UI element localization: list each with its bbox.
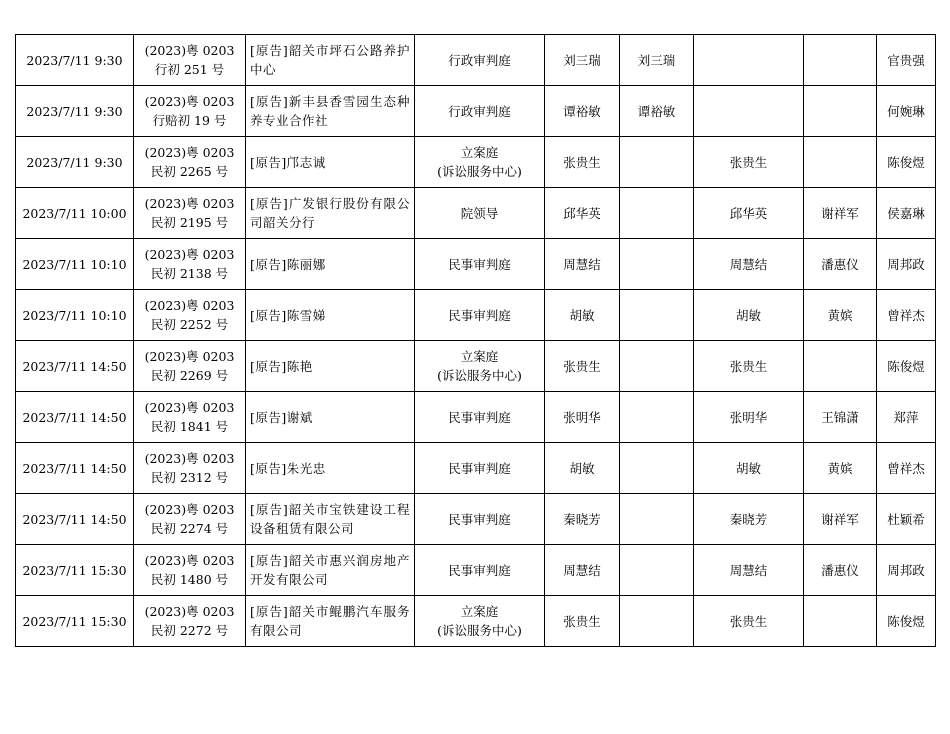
- cell-text: 民初 2269 号: [150, 368, 229, 383]
- clerk-cell: [877, 596, 936, 647]
- cell-text: 黄嫔: [827, 307, 853, 323]
- assistant-cell: [804, 545, 877, 596]
- cell-text: 周慧结: [563, 562, 601, 578]
- clerk-cell: [877, 86, 936, 137]
- panel-member-cell: [620, 290, 694, 341]
- cell-text: 行初 251 号: [154, 62, 225, 77]
- cell-text: 张贵生: [563, 358, 601, 374]
- hearing-time-cell: [16, 545, 134, 596]
- cell-text: 谭裕敏: [637, 103, 676, 119]
- cell-text: 秦晓芳: [563, 511, 601, 527]
- cell-text: 胡敏: [569, 460, 595, 476]
- department-cell: [415, 35, 545, 86]
- department-cell: [415, 188, 545, 239]
- panel-member-cell: [694, 35, 804, 86]
- presiding-judge-cell: [545, 494, 620, 545]
- table-row: [16, 188, 936, 239]
- table-body: [16, 35, 936, 647]
- table-row: [16, 392, 936, 443]
- panel-member-cell: [620, 35, 694, 86]
- clerk-cell: [877, 137, 936, 188]
- cell-text: 2023/7/11 10:00: [22, 205, 127, 221]
- party-cell: [246, 290, 415, 341]
- panel-member-cell: [620, 341, 694, 392]
- cell-text: 邱华英: [563, 205, 601, 221]
- cell-text: (诉讼服务中心): [437, 623, 522, 638]
- case-number-cell: [134, 341, 246, 392]
- cell-text: (2023)粤 0203: [144, 604, 235, 619]
- cell-text: 周慧结: [729, 562, 768, 578]
- cell-text: 行赔初 19 号: [152, 113, 227, 128]
- panel-member-cell: [694, 188, 804, 239]
- assistant-cell: [804, 35, 877, 86]
- clerk-cell: [877, 494, 936, 545]
- case-number-cell: [134, 443, 246, 494]
- cell-text: 胡敏: [569, 307, 595, 323]
- cell-text: 刘三瑞: [637, 52, 676, 68]
- cell-text: [原告]新丰县香雪园生态种养专业合作社: [250, 94, 410, 128]
- department-cell: [415, 596, 545, 647]
- cell-text: 立案庭: [460, 349, 499, 364]
- assistant-cell: [804, 290, 877, 341]
- case-number-cell: [134, 290, 246, 341]
- cell-text: 何婉琳: [887, 103, 925, 119]
- cell-text: 2023/7/11 15:30: [22, 562, 127, 578]
- cell-text: 曾祥杰: [887, 307, 925, 323]
- table-row: [16, 35, 936, 86]
- table-row: [16, 494, 936, 545]
- party-cell: [246, 545, 415, 596]
- panel-member-cell: [620, 392, 694, 443]
- cell-text: 民事审判庭: [448, 256, 511, 272]
- cell-text: 院领导: [460, 205, 499, 221]
- panel-member-cell: [694, 239, 804, 290]
- panel-member-cell: [694, 392, 804, 443]
- department-cell: [415, 86, 545, 137]
- cell-text: 张明华: [729, 409, 768, 425]
- party-cell: [246, 137, 415, 188]
- cell-text: 秦晓芳: [729, 511, 768, 527]
- case-number-cell: [134, 239, 246, 290]
- cell-text: 官贵强: [887, 52, 925, 68]
- assistant-cell: [804, 392, 877, 443]
- cell-text: [原告]陈丽娜: [250, 256, 326, 272]
- panel-member-cell: [694, 290, 804, 341]
- table-row: [16, 137, 936, 188]
- cell-text: 张贵生: [729, 613, 768, 629]
- table-row: [16, 290, 936, 341]
- cell-text: 民初 2138 号: [150, 266, 229, 281]
- clerk-cell: [877, 545, 936, 596]
- clerk-cell: [877, 392, 936, 443]
- panel-member-cell: [694, 494, 804, 545]
- cell-text: (诉讼服务中心): [437, 164, 522, 179]
- presiding-judge-cell: [545, 392, 620, 443]
- cell-text: 周慧结: [729, 256, 768, 272]
- presiding-judge-cell: [545, 443, 620, 494]
- hearing-time-cell: [16, 494, 134, 545]
- cell-text: 张贵生: [729, 358, 768, 374]
- cell-text: [原告]陈艳: [250, 358, 313, 374]
- cell-text: [原告]广发银行股份有限公司韶关分行: [250, 196, 410, 230]
- hearing-time-cell: [16, 188, 134, 239]
- cell-text: 王锦潇: [821, 409, 859, 425]
- department-cell: [415, 290, 545, 341]
- cell-text: 民初 2312 号: [150, 470, 229, 485]
- panel-member-cell: [620, 137, 694, 188]
- cell-text: 潘惠仪: [821, 256, 859, 272]
- case-number-cell: [134, 494, 246, 545]
- cell-text: 行政审判庭: [448, 103, 511, 119]
- cell-text: 张贵生: [563, 154, 601, 170]
- party-cell: [246, 494, 415, 545]
- cell-text: 2023/7/11 14:50: [22, 511, 127, 527]
- presiding-judge-cell: [545, 596, 620, 647]
- cell-text: 刘三瑞: [563, 52, 601, 68]
- cell-text: 胡敏: [735, 460, 761, 476]
- cell-text: 2023/7/11 9:30: [26, 52, 123, 68]
- table-row: [16, 596, 936, 647]
- cell-text: 民初 2195 号: [150, 215, 229, 230]
- party-cell: [246, 443, 415, 494]
- cell-text: [原告]韶关市鲲鹏汽车服务有限公司: [250, 604, 410, 638]
- clerk-cell: [877, 239, 936, 290]
- hearing-time-cell: [16, 443, 134, 494]
- panel-member-cell: [694, 86, 804, 137]
- cell-text: 郑萍: [893, 409, 919, 425]
- cell-text: (诉讼服务中心): [437, 368, 522, 383]
- clerk-cell: [877, 35, 936, 86]
- hearing-time-cell: [16, 341, 134, 392]
- presiding-judge-cell: [545, 188, 620, 239]
- party-cell: [246, 35, 415, 86]
- hearing-schedule-table: [15, 34, 936, 647]
- cell-text: (2023)粤 0203: [144, 451, 235, 466]
- party-cell: [246, 392, 415, 443]
- clerk-cell: [877, 341, 936, 392]
- panel-member-cell: [694, 341, 804, 392]
- cell-text: [原告]韶关市坪石公路养护中心: [250, 43, 410, 77]
- cell-text: [原告]谢斌: [250, 409, 313, 425]
- hearing-time-cell: [16, 596, 134, 647]
- case-number-cell: [134, 392, 246, 443]
- clerk-cell: [877, 188, 936, 239]
- cell-text: (2023)粤 0203: [144, 349, 235, 364]
- cell-text: 民初 2265 号: [150, 164, 229, 179]
- cell-text: 张明华: [563, 409, 601, 425]
- cell-text: 民初 2274 号: [150, 521, 229, 536]
- cell-text: 2023/7/11 14:50: [22, 460, 127, 476]
- case-number-cell: [134, 188, 246, 239]
- cell-text: 黄嫔: [827, 460, 853, 476]
- hearing-time-cell: [16, 392, 134, 443]
- assistant-cell: [804, 341, 877, 392]
- table-row: [16, 545, 936, 596]
- party-cell: [246, 596, 415, 647]
- presiding-judge-cell: [545, 86, 620, 137]
- cell-text: (2023)粤 0203: [144, 94, 235, 109]
- cell-text: 侯嘉琳: [887, 205, 925, 221]
- cell-text: 谢祥军: [821, 511, 859, 527]
- cell-text: 周慧结: [563, 256, 601, 272]
- cell-text: 周邦政: [887, 256, 925, 272]
- panel-member-cell: [620, 239, 694, 290]
- presiding-judge-cell: [545, 290, 620, 341]
- cell-text: 民初 2252 号: [150, 317, 229, 332]
- case-number-cell: [134, 545, 246, 596]
- cell-text: 2023/7/11 14:50: [22, 409, 127, 425]
- party-cell: [246, 239, 415, 290]
- presiding-judge-cell: [545, 545, 620, 596]
- department-cell: [415, 137, 545, 188]
- panel-member-cell: [620, 188, 694, 239]
- panel-member-cell: [620, 494, 694, 545]
- cell-text: [原告]陈雪娣: [250, 307, 326, 323]
- cell-text: 行政审判庭: [448, 52, 511, 68]
- cell-text: (2023)粤 0203: [144, 400, 235, 415]
- panel-member-cell: [620, 596, 694, 647]
- table-row: [16, 341, 936, 392]
- cell-text: (2023)粤 0203: [144, 298, 235, 313]
- table-row: [16, 443, 936, 494]
- cell-text: 曾祥杰: [887, 460, 925, 476]
- assistant-cell: [804, 494, 877, 545]
- cell-text: 民初 2272 号: [150, 623, 229, 638]
- cell-text: 陈俊煜: [887, 613, 925, 629]
- panel-member-cell: [694, 545, 804, 596]
- cell-text: 邱华英: [729, 205, 768, 221]
- cell-text: 谭裕敏: [563, 103, 601, 119]
- table-row: [16, 86, 936, 137]
- cell-text: (2023)粤 0203: [144, 553, 235, 568]
- cell-text: 民事审判庭: [448, 511, 511, 527]
- assistant-cell: [804, 137, 877, 188]
- clerk-cell: [877, 443, 936, 494]
- cell-text: 陈俊煜: [887, 358, 925, 374]
- panel-member-cell: [694, 137, 804, 188]
- cell-text: [原告]邝志诚: [250, 154, 326, 170]
- panel-member-cell: [694, 443, 804, 494]
- cell-text: 2023/7/11 9:30: [26, 103, 123, 119]
- cell-text: 民事审判庭: [448, 307, 511, 323]
- cell-text: 民事审判庭: [448, 460, 511, 476]
- case-number-cell: [134, 35, 246, 86]
- presiding-judge-cell: [545, 341, 620, 392]
- case-number-cell: [134, 137, 246, 188]
- party-cell: [246, 188, 415, 239]
- case-number-cell: [134, 86, 246, 137]
- cell-text: 胡敏: [735, 307, 761, 323]
- panel-member-cell: [620, 86, 694, 137]
- panel-member-cell: [620, 545, 694, 596]
- department-cell: [415, 545, 545, 596]
- assistant-cell: [804, 239, 877, 290]
- cell-text: 民初 1841 号: [150, 419, 229, 434]
- cell-text: (2023)粤 0203: [144, 196, 235, 211]
- cell-text: [原告]朱光忠: [250, 460, 326, 476]
- hearing-time-cell: [16, 137, 134, 188]
- cell-text: 潘惠仪: [821, 562, 859, 578]
- cell-text: (2023)粤 0203: [144, 43, 235, 58]
- cell-text: 民事审判庭: [448, 409, 511, 425]
- cell-text: 谢祥军: [821, 205, 859, 221]
- party-cell: [246, 86, 415, 137]
- assistant-cell: [804, 596, 877, 647]
- cell-text: 陈俊煜: [887, 154, 925, 170]
- table-row: [16, 239, 936, 290]
- cell-text: (2023)粤 0203: [144, 247, 235, 262]
- department-cell: [415, 494, 545, 545]
- cell-text: [原告]韶关市惠兴润房地产开发有限公司: [250, 553, 410, 587]
- cell-text: (2023)粤 0203: [144, 145, 235, 160]
- assistant-cell: [804, 86, 877, 137]
- panel-member-cell: [694, 596, 804, 647]
- cell-text: 杜颖希: [887, 511, 925, 527]
- hearing-time-cell: [16, 86, 134, 137]
- cell-text: 2023/7/11 15:30: [22, 613, 127, 629]
- cell-text: 张贵生: [563, 613, 601, 629]
- case-number-cell: [134, 596, 246, 647]
- department-cell: [415, 392, 545, 443]
- clerk-cell: [877, 290, 936, 341]
- cell-text: 立案庭: [460, 604, 499, 619]
- cell-text: 2023/7/11 10:10: [22, 256, 127, 272]
- department-cell: [415, 239, 545, 290]
- hearing-time-cell: [16, 35, 134, 86]
- department-cell: [415, 443, 545, 494]
- cell-text: 张贵生: [729, 154, 768, 170]
- cell-text: 2023/7/11 10:10: [22, 307, 127, 323]
- presiding-judge-cell: [545, 137, 620, 188]
- cell-text: 2023/7/11 9:30: [26, 154, 123, 170]
- hearing-time-cell: [16, 239, 134, 290]
- presiding-judge-cell: [545, 239, 620, 290]
- cell-text: 民事审判庭: [448, 562, 511, 578]
- cell-text: 2023/7/11 14:50: [22, 358, 127, 374]
- cell-text: 立案庭: [460, 145, 499, 160]
- hearing-time-cell: [16, 290, 134, 341]
- cell-text: 民初 1480 号: [150, 572, 229, 587]
- assistant-cell: [804, 188, 877, 239]
- cell-text: 周邦政: [887, 562, 925, 578]
- panel-member-cell: [620, 443, 694, 494]
- cell-text: [原告]韶关市宝铁建设工程设备租赁有限公司: [250, 502, 410, 536]
- assistant-cell: [804, 443, 877, 494]
- presiding-judge-cell: [545, 35, 620, 86]
- cell-text: (2023)粤 0203: [144, 502, 235, 517]
- department-cell: [415, 341, 545, 392]
- party-cell: [246, 341, 415, 392]
